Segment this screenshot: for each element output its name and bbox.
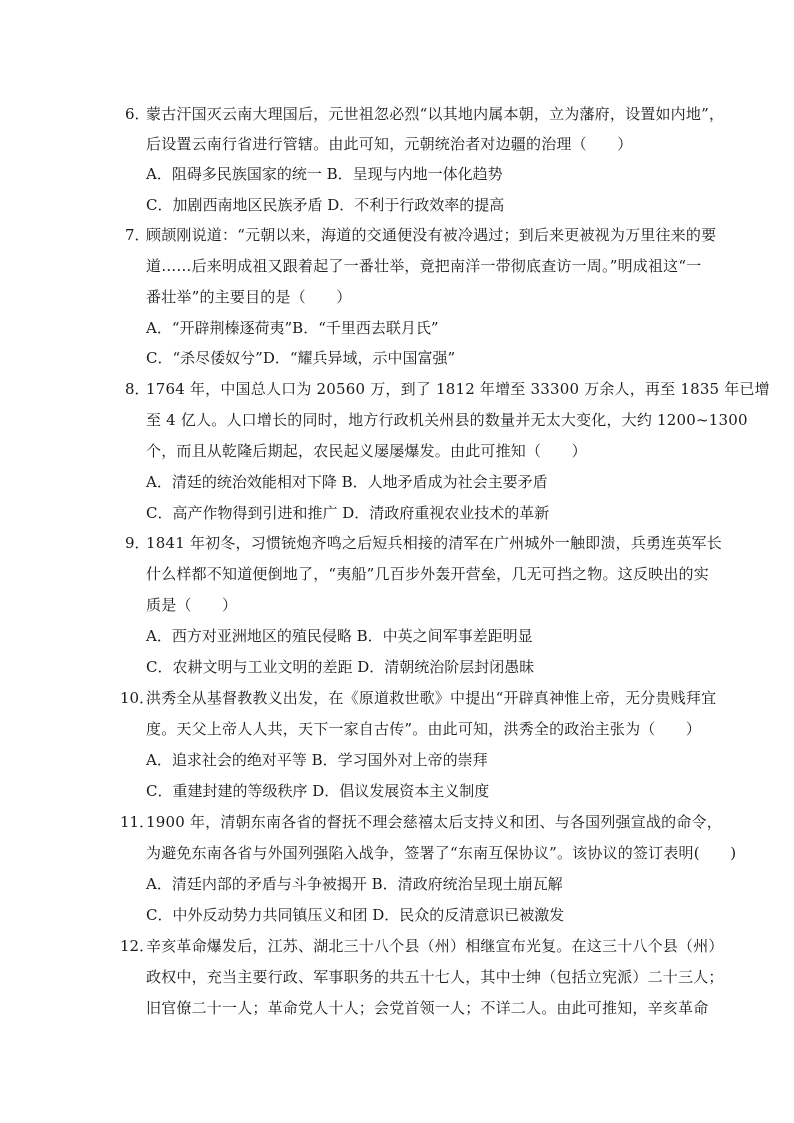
question-text-line: 顾颉刚说道：“元朝以来，海道的交通便没有被冷遇过；到后来更被视为万里往来的要 xyxy=(146,226,717,244)
question-text-line: 番壮举”的主要目的是（ ） xyxy=(146,288,352,306)
answer-options-line: C．重建封建的等级秩序 D．倡议发展资本主义制度 xyxy=(146,782,490,800)
question-text-line: 什么样都不知道便倒地了，“夷船”几百步外轰开营垒，几无可挡之物。这反映出的实 xyxy=(146,565,709,583)
question-text-line: 后设置云南行省进行管辖。由此可知，元朝统治者对边疆的治理（ ） xyxy=(146,135,633,153)
question-number: 6． xyxy=(125,105,150,123)
question-text-line: 为避免东南各省与外国列强陷入战争，签署了“东南互保协议”。该协议的签订表明( ) xyxy=(146,844,737,862)
answer-options-line: A．清廷的统治效能相对下降 B．人地矛盾成为社会主要矛盾 xyxy=(146,473,548,491)
question-text-line: 蒙古汗国灭云南大理国后，元世祖忽必烈“以其地内属本朝，立为藩府，设置如内地”， xyxy=(146,105,725,123)
question-number: 9． xyxy=(125,534,150,552)
question-text-line: 1900 年，清朝东南各省的督抚不理会慈禧太后支持义和团、与各国列强宣战的命令， xyxy=(146,813,722,831)
question-text-line: 政权中，充当主要行政、军事职务的共五十七人，其中士绅（包括立宪派）二十三人； xyxy=(146,968,724,986)
question-number: 12． xyxy=(120,937,155,955)
answer-options-line: A．“开辟荆榛逐荷夷”B．“千里西去联月氏” xyxy=(146,319,439,337)
answer-options-line: C．“杀尽倭奴兮”D．“耀兵异域，示中国富强” xyxy=(146,349,456,367)
question-text-line: 度。天父上帝人人共，天下一家自古传”。由此可知，洪秀全的政治主张为（ ） xyxy=(146,720,702,738)
question-text-line: 1841 年初冬，习惯铳炮齐鸣之后短兵相接的清军在广州城外一触即溃，兵勇连英军长 xyxy=(146,534,722,552)
question-text-line: 质是（ ） xyxy=(146,596,238,614)
answer-options-line: C．中外反动势力共同镇压义和团 D．民众的反清意识已被激发 xyxy=(146,906,565,924)
answer-options-line: C．农耕文明与工业文明的差距 D．清朝统治阶层封闭愚昧 xyxy=(146,658,535,676)
question-number: 11． xyxy=(120,813,155,831)
question-text-line: 洪秀全从基督教教义出发，在《原道救世歌》中提出“开辟真神惟上帝，无分贵贱拜宜 xyxy=(146,689,717,707)
answer-options-line: A．阻碍多民族国家的统一 B．呈现与内地一体化趋势 xyxy=(146,165,503,183)
answer-options-line: A．追求社会的绝对平等 B．学习国外对上帝的崇拜 xyxy=(146,751,488,769)
question-text-line: 辛亥革命爆发后，江苏、湖北三十八个县（州）相继宣布光复。在这三十八个县（州） xyxy=(146,937,724,955)
question-number: 7． xyxy=(125,226,150,244)
question-text-line: 1764 年，中国总人口为 20560 万，到了 1812 年增至 33300 万余人，再至 1835 年已增 xyxy=(146,380,770,398)
question-text-line: 个，而且从乾隆后期起，农民起义屡屡爆发。由此可推知（ ） xyxy=(146,442,587,460)
answer-options-line: C．加剧西南地区民族矛盾 D．不利于行政效率的提高 xyxy=(146,196,505,214)
question-number: 8． xyxy=(125,380,150,398)
question-text-line: 道……后来明成祖又跟着起了一番壮举，竟把南洋一带彻底查访一周。”明成祖这“一 xyxy=(146,257,702,275)
question-number: 10． xyxy=(120,689,155,707)
answer-options-line: A．清廷内部的矛盾与斗争被揭开 B．清政府统治呈现土崩瓦解 xyxy=(146,875,563,893)
question-text-line: 至 4 亿人。人口增长的同时，地方行政机关州县的数量并无太大变化，大约 1200~1300 xyxy=(146,411,748,429)
answer-options-line: C．高产作物得到引进和推广 D．清政府重视农业技术的革新 xyxy=(146,504,550,522)
question-text-line: 旧官僚二十一人；革命党人十人；会党首领一人；不详二人。由此可推知，辛亥革命 xyxy=(146,999,709,1017)
answer-options-line: A．西方对亚洲地区的殖民侵略 B．中英之间军事差距明显 xyxy=(146,627,533,645)
